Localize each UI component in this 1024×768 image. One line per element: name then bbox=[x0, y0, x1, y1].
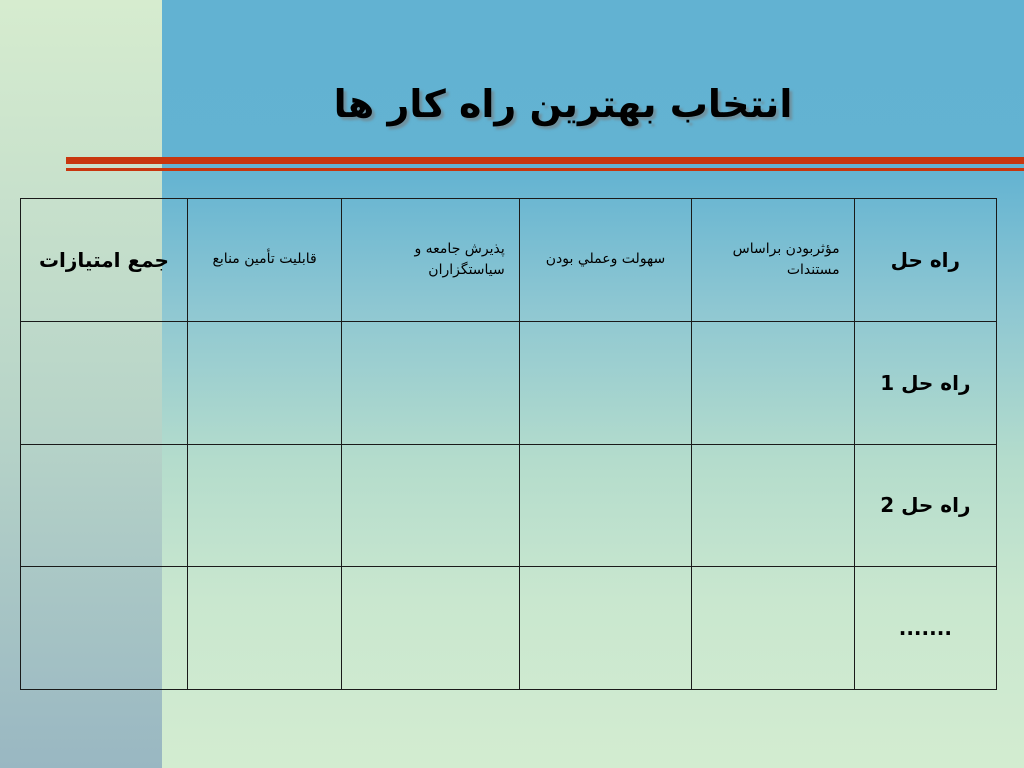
table-row bbox=[21, 567, 997, 690]
table-header-row bbox=[21, 199, 997, 322]
effectiveness-cell[interactable] bbox=[692, 567, 854, 690]
header-resources-label: قابليت تأمين منابع bbox=[212, 251, 317, 268]
header-effectiveness bbox=[692, 199, 854, 322]
slide-title: انتخاب بهترين راه كار ها bbox=[333, 82, 793, 126]
header-total bbox=[21, 199, 188, 322]
solution-cell bbox=[854, 567, 996, 690]
solution-label: راه حل 2 bbox=[880, 493, 971, 518]
resources-cell[interactable] bbox=[187, 321, 341, 444]
resources-cell[interactable] bbox=[187, 444, 341, 567]
title-divider-thin bbox=[66, 168, 1024, 171]
table-row bbox=[21, 321, 997, 444]
resources-cell[interactable] bbox=[187, 567, 341, 690]
solution-label: راه حل 1 bbox=[880, 370, 971, 395]
header-acceptance bbox=[342, 199, 520, 322]
solution-label: ....... bbox=[898, 616, 952, 641]
header-solution bbox=[854, 199, 996, 322]
header-solution-label: راه حل bbox=[890, 247, 961, 272]
ease-cell[interactable] bbox=[519, 444, 692, 567]
decision-table bbox=[20, 198, 997, 690]
acceptance-cell[interactable] bbox=[342, 321, 520, 444]
total-cell[interactable] bbox=[21, 321, 188, 444]
total-cell[interactable] bbox=[21, 567, 188, 690]
header-total-label: جمع امتيازات bbox=[38, 247, 169, 272]
solution-cell bbox=[854, 321, 996, 444]
header-ease-label: سهولت وعملي بودن bbox=[545, 251, 666, 268]
table-row bbox=[21, 444, 997, 567]
total-cell[interactable] bbox=[21, 444, 188, 567]
solution-cell bbox=[854, 444, 996, 567]
effectiveness-cell[interactable] bbox=[692, 444, 854, 567]
effectiveness-cell[interactable] bbox=[692, 321, 854, 444]
title-divider-thick bbox=[66, 157, 1024, 164]
header-ease bbox=[519, 199, 692, 322]
acceptance-cell[interactable] bbox=[342, 567, 520, 690]
ease-cell[interactable] bbox=[519, 567, 692, 690]
ease-cell[interactable] bbox=[519, 321, 692, 444]
header-resources bbox=[187, 199, 341, 322]
header-effectiveness-label: مؤثربودن براساس مستندات bbox=[732, 240, 840, 278]
header-acceptance-label: پذيرش جامعه و سياستگزاران bbox=[414, 240, 505, 278]
acceptance-cell[interactable] bbox=[342, 444, 520, 567]
